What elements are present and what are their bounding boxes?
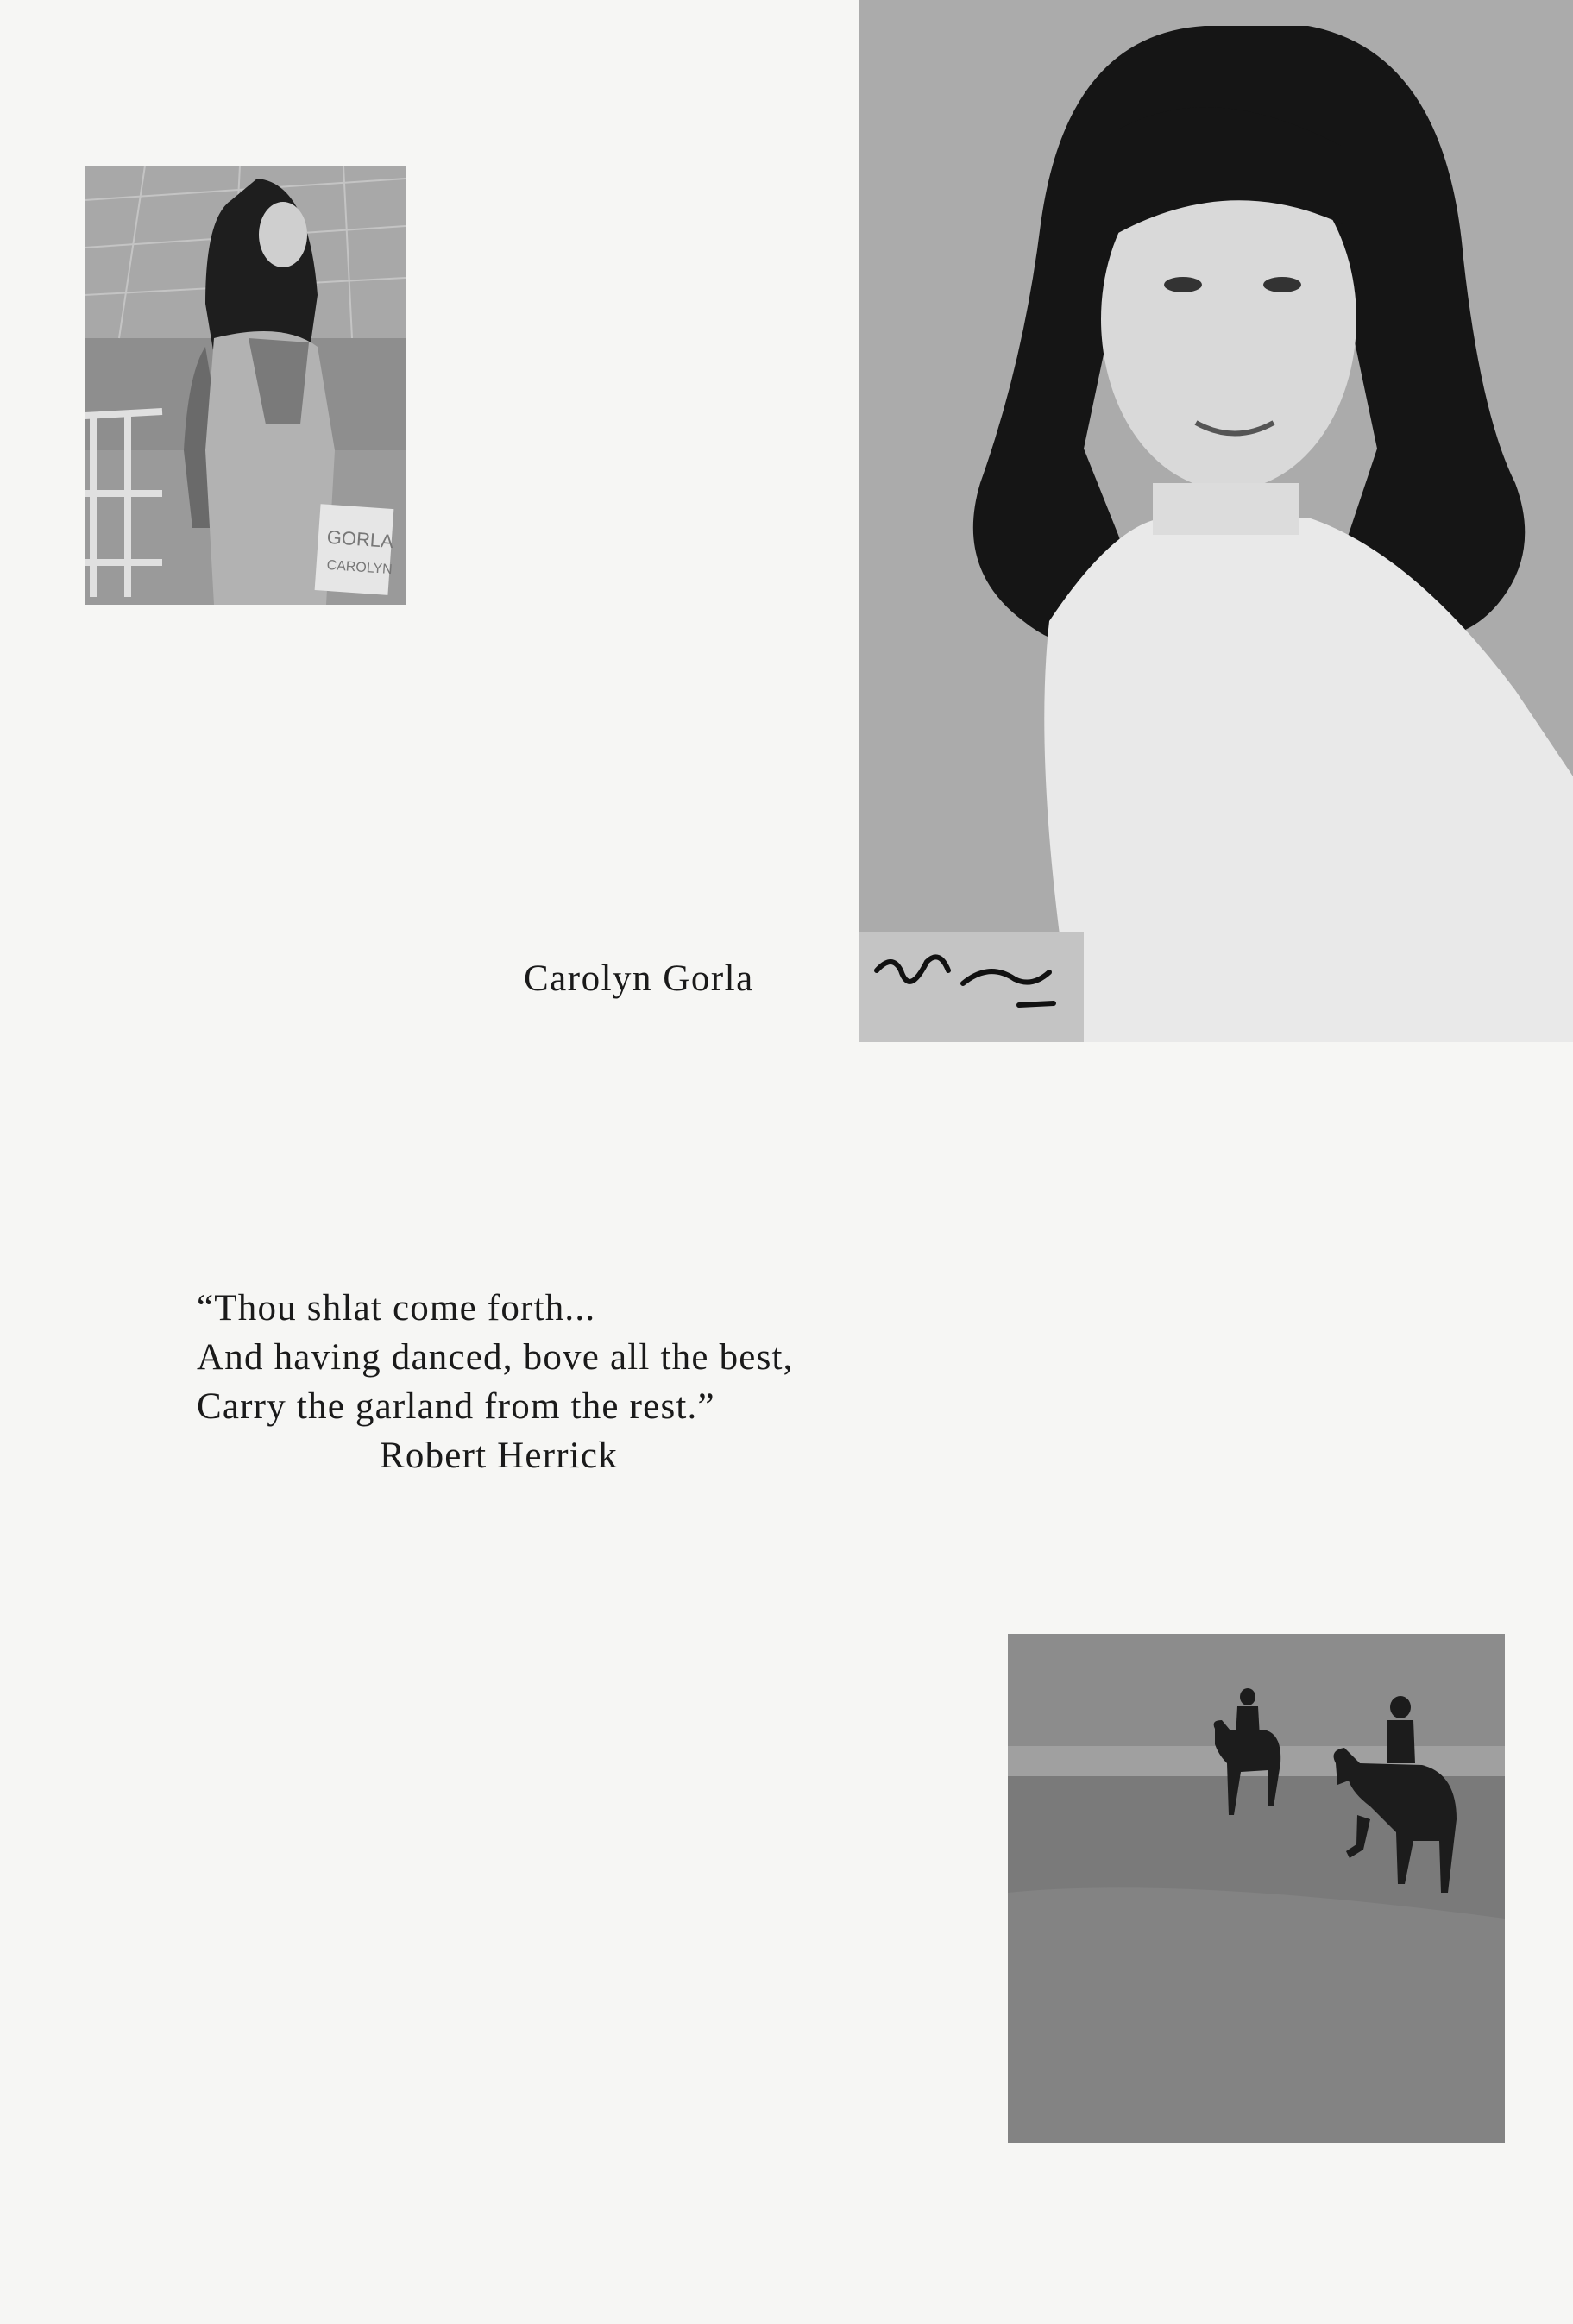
svg-text:CAROLYN: CAROLYN [326, 557, 393, 578]
quote-line: “Thou shlat come forth... [197, 1288, 596, 1328]
portrait-name: Carolyn Gorla [524, 958, 754, 999]
stage-photo [85, 166, 406, 605]
quote-line: And having danced, bove all the best, [197, 1337, 794, 1378]
portrait-photo [859, 0, 1573, 1042]
svg-text:GORLA: GORLA [326, 525, 394, 553]
beach-horses-photo [1008, 1634, 1505, 2143]
quote-block [197, 1284, 794, 1480]
quote-author: Robert Herrick [380, 1435, 618, 1476]
quote-line: Carry the garland from the rest.” [197, 1386, 715, 1427]
